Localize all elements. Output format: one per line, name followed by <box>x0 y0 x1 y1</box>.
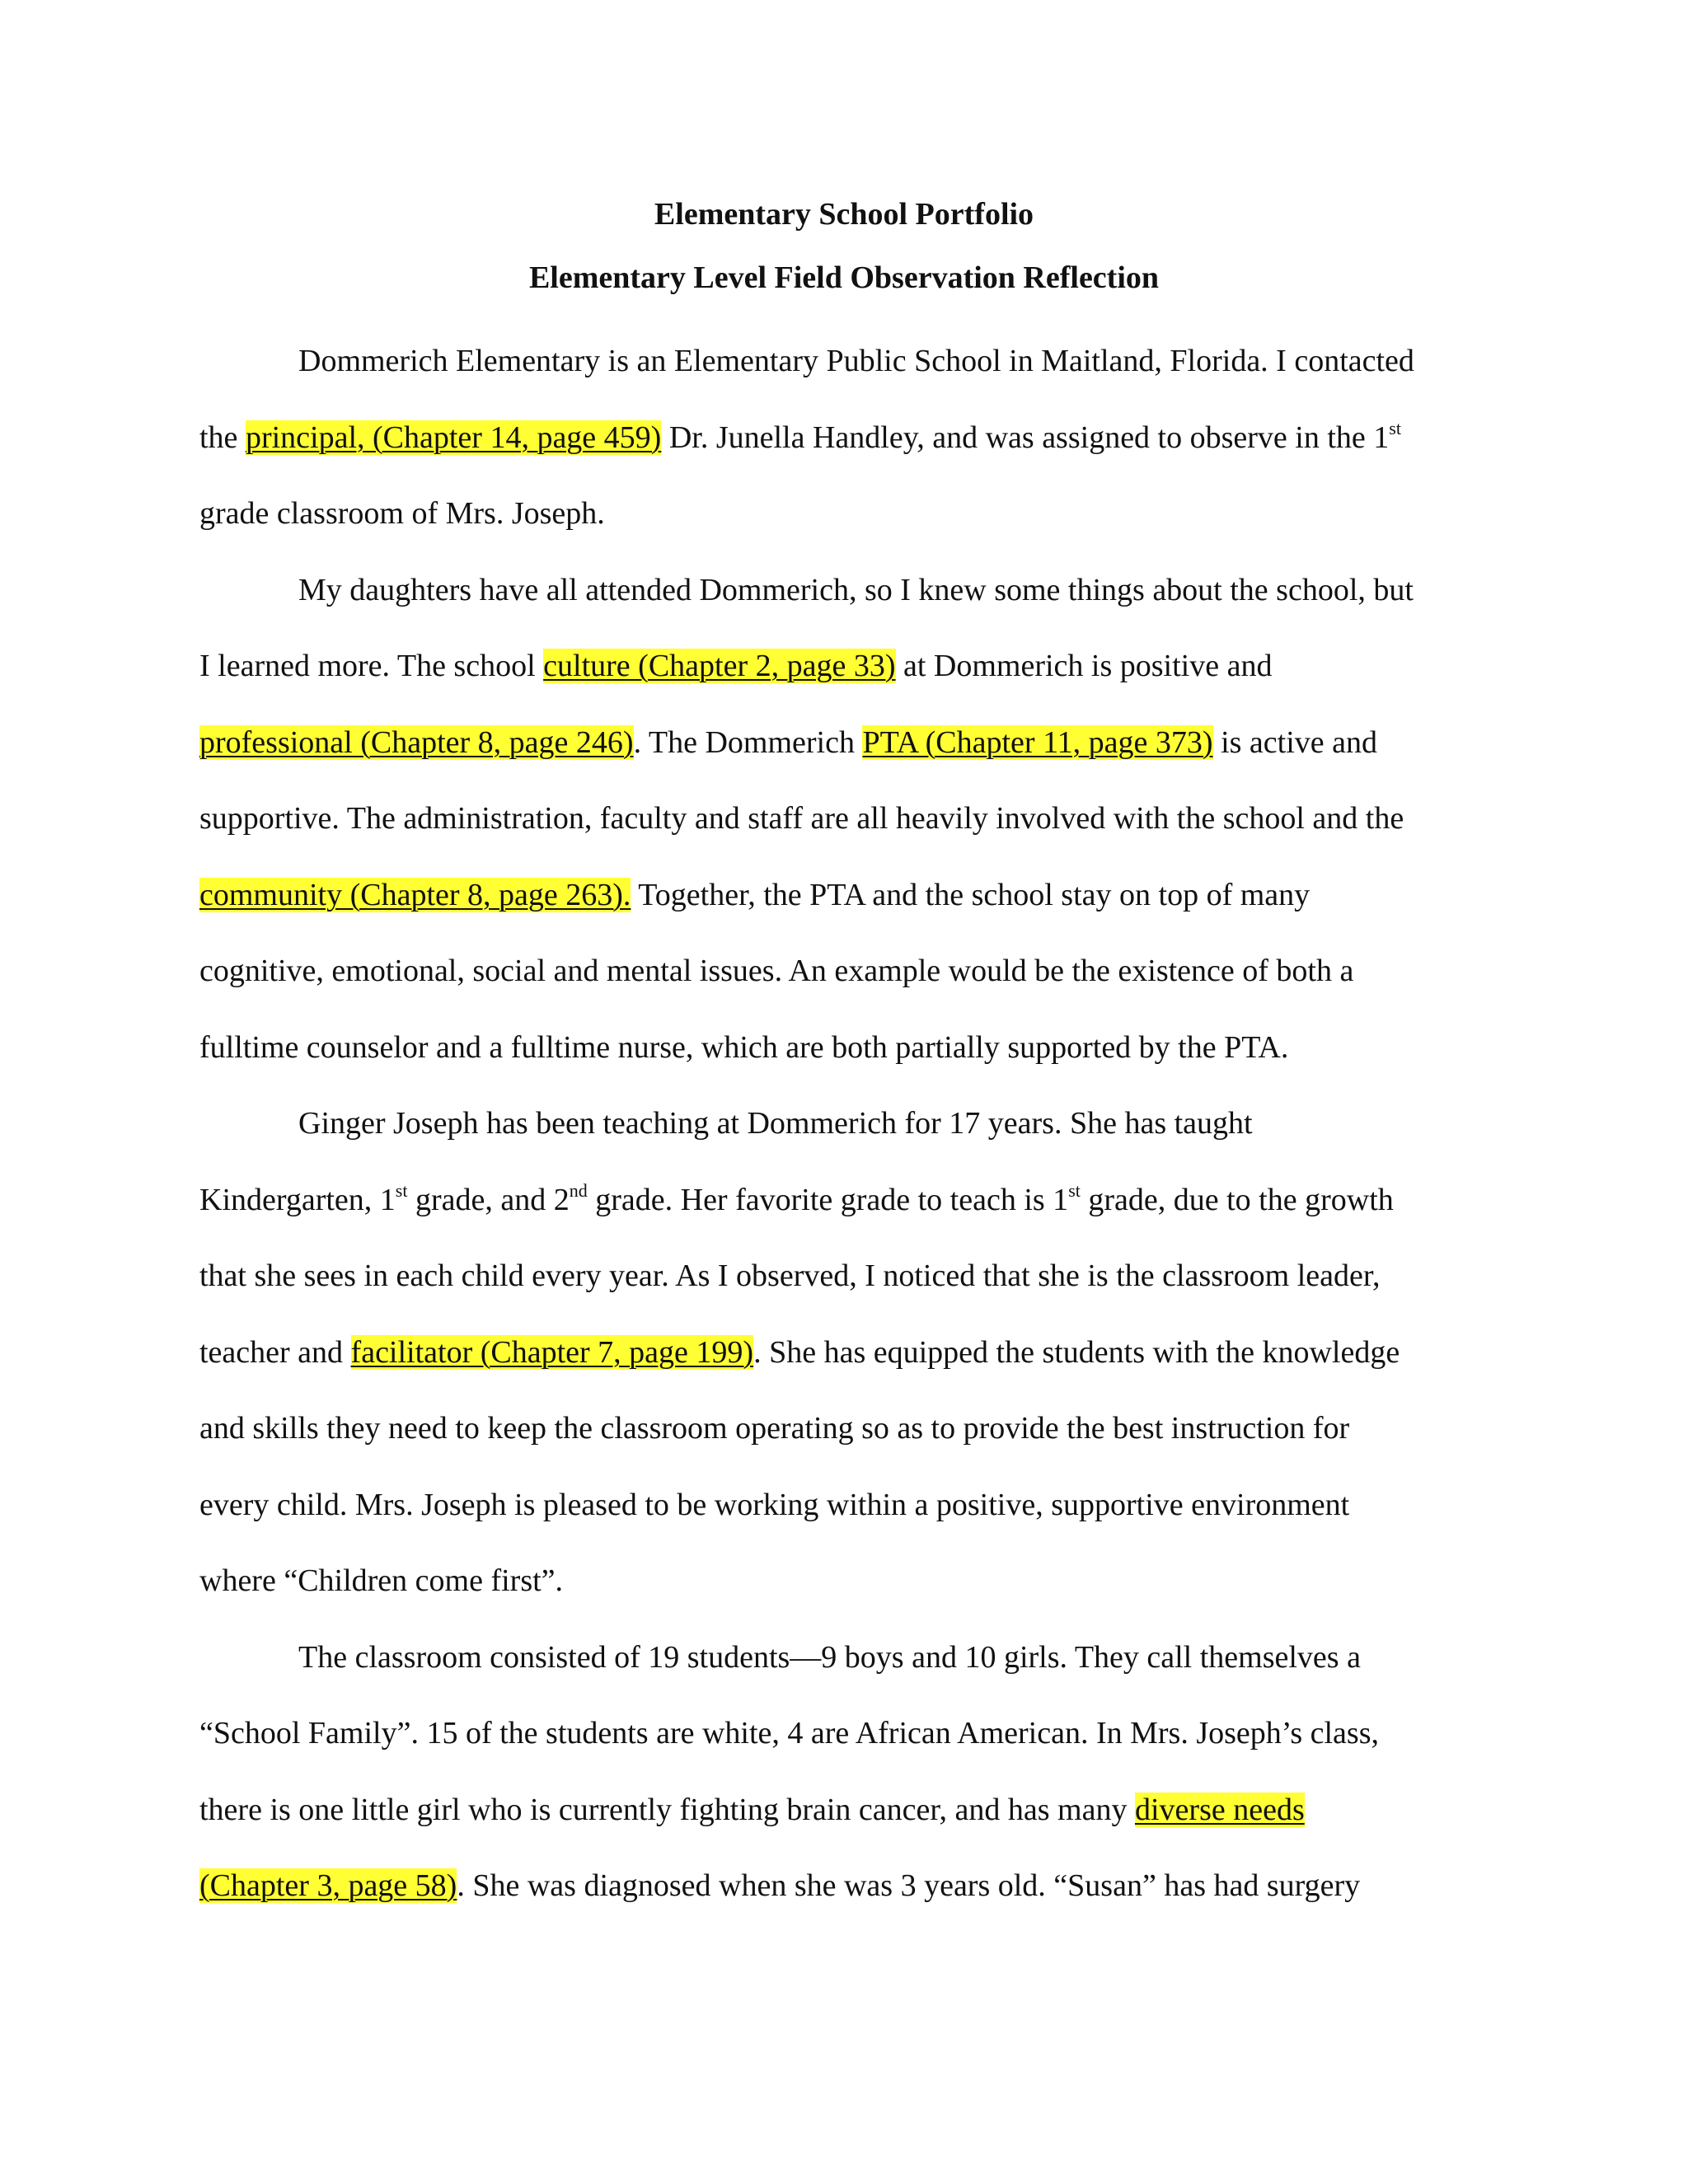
highlight-community-citation: community (Chapter 8, page 263). <box>199 877 631 912</box>
text-run: My daughters have all attended Dommerich, so I knew some things about the school, but <box>298 572 1414 607</box>
text-run: cognitive, emotional, social and mental issues. An example would be the existence of both a <box>199 954 1354 988</box>
text-run: is active and <box>1212 724 1377 760</box>
paragraph-4-line-4 <box>199 1848 1518 1924</box>
text-run: supportive. The administration, faculty and staff are all heavily involved with the school and the <box>199 801 1404 836</box>
paragraph-4-line-3 <box>199 1772 1518 1849</box>
text-run: Together, the PTA and the school stay on top of many <box>631 877 1311 912</box>
text-run: . The Dommerich <box>633 724 863 760</box>
paragraph-2-line-6 <box>199 933 1518 1010</box>
text-run: grade classroom of Mrs. Joseph. <box>199 496 605 531</box>
paragraph-2-line-5 <box>199 857 1518 934</box>
text-run: grade, due to the growth <box>1080 1182 1394 1217</box>
text-run: and skills they need to keep the classroom operating so as to provide the best instruction for <box>199 1411 1350 1446</box>
superscript-st: st <box>1068 1179 1081 1201</box>
text-run: at Dommerich is positive and <box>895 649 1273 683</box>
paragraph-2-line-1 <box>199 552 1518 629</box>
text-run: Ginger Joseph has been teaching at Dommerich for 17 years. She has taught <box>298 1106 1253 1141</box>
text-run: The classroom consisted of 19 students—9 boys and 10 girls. They call themselves a <box>298 1639 1361 1675</box>
paragraph-3-line-1 <box>199 1085 1518 1162</box>
paragraph-1-line-2 <box>199 400 1518 476</box>
highlight-diverse-needs: diverse needs <box>1134 1792 1305 1827</box>
text-run: Dommerich Elementary is an Elementary Public School in Maitland, Florida. I contacted <box>298 344 1414 378</box>
document-body <box>199 323 1518 1924</box>
paragraph-2-line-2 <box>199 628 1518 705</box>
text-run: Kindergarten, 1 <box>199 1182 396 1217</box>
highlight-facilitator-citation: facilitator (Chapter 7, page 199) <box>350 1334 754 1370</box>
highlight-chapter-3-citation: (Chapter 3, page 58) <box>199 1868 457 1903</box>
superscript-st: st <box>1389 417 1401 438</box>
highlight-professional-citation: professional (Chapter 8, page 246) <box>199 724 634 760</box>
paragraph-3-line-2 <box>199 1162 1518 1239</box>
text-run: “School Family”. 15 of the students are white, 4 are African American. In Mrs. Joseph’s class, <box>199 1716 1379 1750</box>
superscript-nd: nd <box>569 1179 588 1201</box>
text-run: grade. Her favorite grade to teach is 1 <box>587 1182 1069 1217</box>
paragraph-1-line-3 <box>199 476 1518 552</box>
paragraph-3-line-6 <box>199 1467 1518 1544</box>
text-run: grade, and 2 <box>407 1182 570 1217</box>
highlight-pta-citation: PTA (Chapter 11, page 373) <box>862 724 1213 760</box>
paragraph-2-line-4 <box>199 780 1518 857</box>
highlight-principal-citation: principal, (Chapter 14, page 459) <box>245 419 662 455</box>
text-run: there is one little girl who is currently fighting brain cancer, and has many <box>199 1792 1135 1827</box>
superscript-st: st <box>395 1179 408 1201</box>
paragraph-1-line-1 <box>199 323 1518 400</box>
paragraph-3-line-3 <box>199 1238 1518 1315</box>
text-run: teacher and <box>199 1334 351 1370</box>
document-title: Elementary School Portfolio <box>654 197 1034 232</box>
text-run: that she sees in each child every year. As I observed, I noticed that she is the classroom leader, <box>199 1258 1381 1293</box>
text-run: where “Children come first”. <box>199 1563 564 1598</box>
highlight-culture-citation: culture (Chapter 2, page 33) <box>543 649 896 683</box>
paragraph-3-line-7 <box>199 1543 1518 1619</box>
text-run: fulltime counselor and a fulltime nurse, which are both partially supported by the PTA. <box>199 1029 1289 1065</box>
paragraph-2-line-7 <box>199 1010 1518 1086</box>
text-run: every child. Mrs. Joseph is pleased to be working within a positive, supportive environment <box>199 1487 1350 1522</box>
paragraph-3-line-4 <box>199 1315 1518 1391</box>
text-run: . She has equipped the students with the knowledge <box>753 1334 1400 1370</box>
paragraph-4-line-1 <box>199 1619 1518 1696</box>
text-run: . She was diagnosed when she was 3 years old. “Susan” has had surgery <box>457 1868 1361 1903</box>
paragraph-2-line-3 <box>199 705 1518 781</box>
text-run: Dr. Junella Handley, and was assigned to observe in the 1 <box>661 419 1390 455</box>
document-subtitle: Elementary Level Field Observation Reflection <box>528 260 1160 295</box>
paragraph-4-line-2 <box>199 1695 1518 1772</box>
text-run: the <box>199 419 246 455</box>
paragraph-3-line-5 <box>199 1390 1518 1467</box>
text-run: I learned more. The school <box>199 649 544 683</box>
